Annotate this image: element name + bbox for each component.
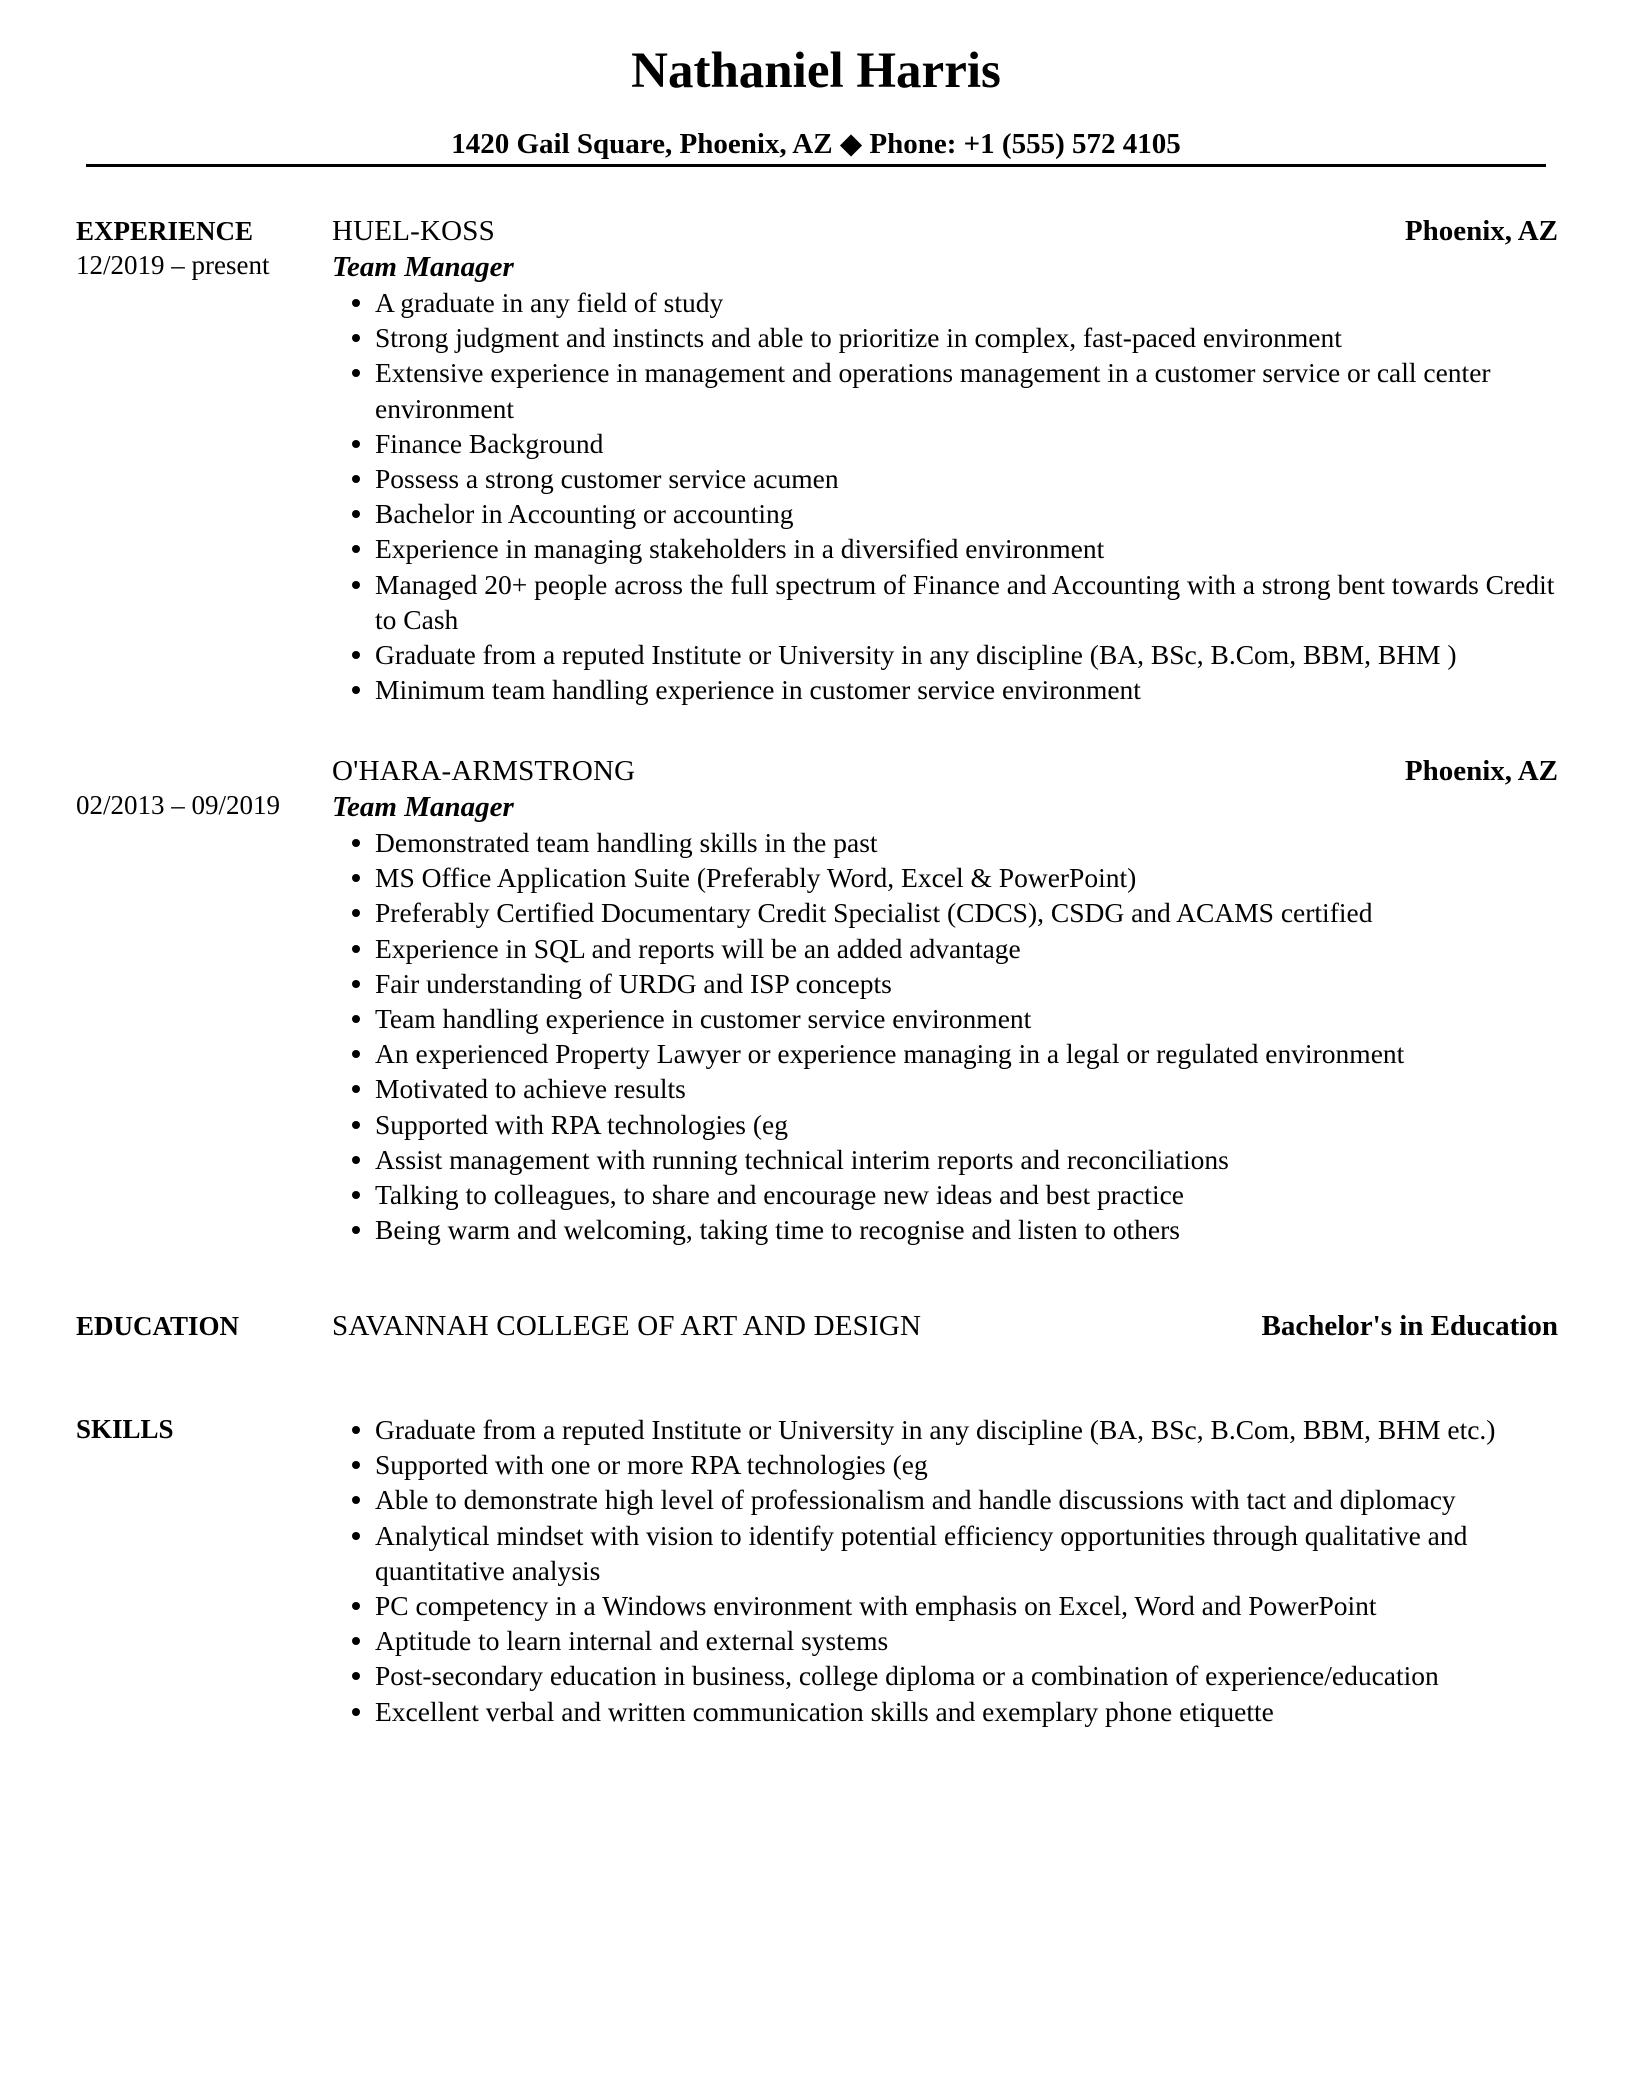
resume-name: Nathaniel Harris xyxy=(631,43,1001,99)
job-1-dates: 12/2019 – present xyxy=(76,250,270,280)
contact-line: 1420 Gail Square, Phoenix, AZ ◆ Phone: +1 (555) 572 4105 xyxy=(451,128,1181,160)
list-item: Analytical mindset with vision to identify potential efficiency opportunities through qualitative and quantitative analysis xyxy=(332,1518,1558,1588)
header-divider xyxy=(86,164,1546,167)
list-item: Excellent verbal and written communication skills and exemplary phone etiquette xyxy=(332,1694,1558,1729)
job-2 xyxy=(332,753,1558,1247)
list-item: Assist management with running technical interim reports and reconciliations xyxy=(332,1142,1558,1177)
job-1-company: HUEL-KOSS xyxy=(332,215,495,247)
list-item: Being warm and welcoming, taking time to recognise and listen to others xyxy=(332,1212,1558,1247)
list-item: A graduate in any field of study xyxy=(332,285,1558,320)
job-1 xyxy=(332,213,1558,707)
education-degree: Bachelor's in Education xyxy=(1261,1310,1558,1342)
job-2-title: Team Manager xyxy=(332,791,514,823)
list-item: Experience in SQL and reports will be an added advantage xyxy=(332,931,1558,966)
list-item: Demonstrated team handling skills in the past xyxy=(332,825,1558,860)
list-item: Motivated to achieve results xyxy=(332,1071,1558,1106)
education-school: SAVANNAH COLLEGE OF ART AND DESIGN xyxy=(332,1310,922,1342)
list-item: MS Office Application Suite (Preferably Word, Excel & PowerPoint) xyxy=(332,860,1558,895)
education-header xyxy=(332,1308,1558,1344)
list-item: Aptitude to learn internal and external systems xyxy=(332,1623,1558,1658)
job-1-bullets xyxy=(332,285,1558,707)
list-item: Supported with one or more RPA technologies (eg xyxy=(332,1447,1558,1482)
job-1-title: Team Manager xyxy=(332,251,514,283)
job-2-company: O'HARA-ARMSTRONG xyxy=(332,755,636,787)
skills-entry xyxy=(332,1412,1558,1729)
experience-section-label: EXPERIENCE xyxy=(76,216,254,246)
list-item: Graduate from a reputed Institute or University in any discipline (BA, BSc, B.Com, BBM, BHM etc.) xyxy=(332,1412,1558,1447)
list-item: Extensive experience in management and operations management in a customer service or call center environment xyxy=(332,355,1558,425)
job-1-header xyxy=(332,213,1558,249)
list-item: An experienced Property Lawyer or experience managing in a legal or regulated environment xyxy=(332,1036,1558,1071)
list-item: Managed 20+ people across the full spectrum of Finance and Accounting with a strong bent towards Credit to Cash xyxy=(332,567,1558,637)
job-2-location: Phoenix, AZ xyxy=(1404,755,1558,787)
education-entry xyxy=(332,1308,1558,1344)
list-item: Minimum team handling experience in customer service environment xyxy=(332,672,1558,707)
list-item: Supported with RPA technologies (eg xyxy=(332,1107,1558,1142)
list-item: Team handling experience in customer service environment xyxy=(332,1001,1558,1036)
list-item: Possess a strong customer service acumen xyxy=(332,461,1558,496)
list-item: Preferably Certified Documentary Credit Specialist (CDCS), CSDG and ACAMS certified xyxy=(332,895,1558,930)
education-section-label: EDUCATION xyxy=(76,1311,240,1341)
list-item: Graduate from a reputed Institute or University in any discipline (BA, BSc, B.Com, BBM, BHM ) xyxy=(332,637,1558,672)
skills-bullets xyxy=(332,1412,1558,1729)
skills-section-label: SKILLS xyxy=(76,1414,174,1444)
list-item: PC competency in a Windows environment with emphasis on Excel, Word and PowerPoint xyxy=(332,1588,1558,1623)
list-item: Talking to colleagues, to share and encourage new ideas and best practice xyxy=(332,1177,1558,1212)
list-item: Finance Background xyxy=(332,426,1558,461)
list-item: Strong judgment and instincts and able to prioritize in complex, fast-paced environment xyxy=(332,320,1558,355)
list-item: Experience in managing stakeholders in a diversified environment xyxy=(332,531,1558,566)
job-2-header xyxy=(332,753,1558,789)
job-1-location: Phoenix, AZ xyxy=(1404,215,1558,247)
list-item: Post-secondary education in business, college diploma or a combination of experience/education xyxy=(332,1658,1558,1693)
job-2-dates: 02/2013 – 09/2019 xyxy=(76,790,281,820)
list-item: Bachelor in Accounting or accounting xyxy=(332,496,1558,531)
list-item: Fair understanding of URDG and ISP concepts xyxy=(332,966,1558,1001)
list-item: Able to demonstrate high level of professionalism and handle discussions with tact and diplomacy xyxy=(332,1482,1558,1517)
job-2-bullets xyxy=(332,825,1558,1247)
